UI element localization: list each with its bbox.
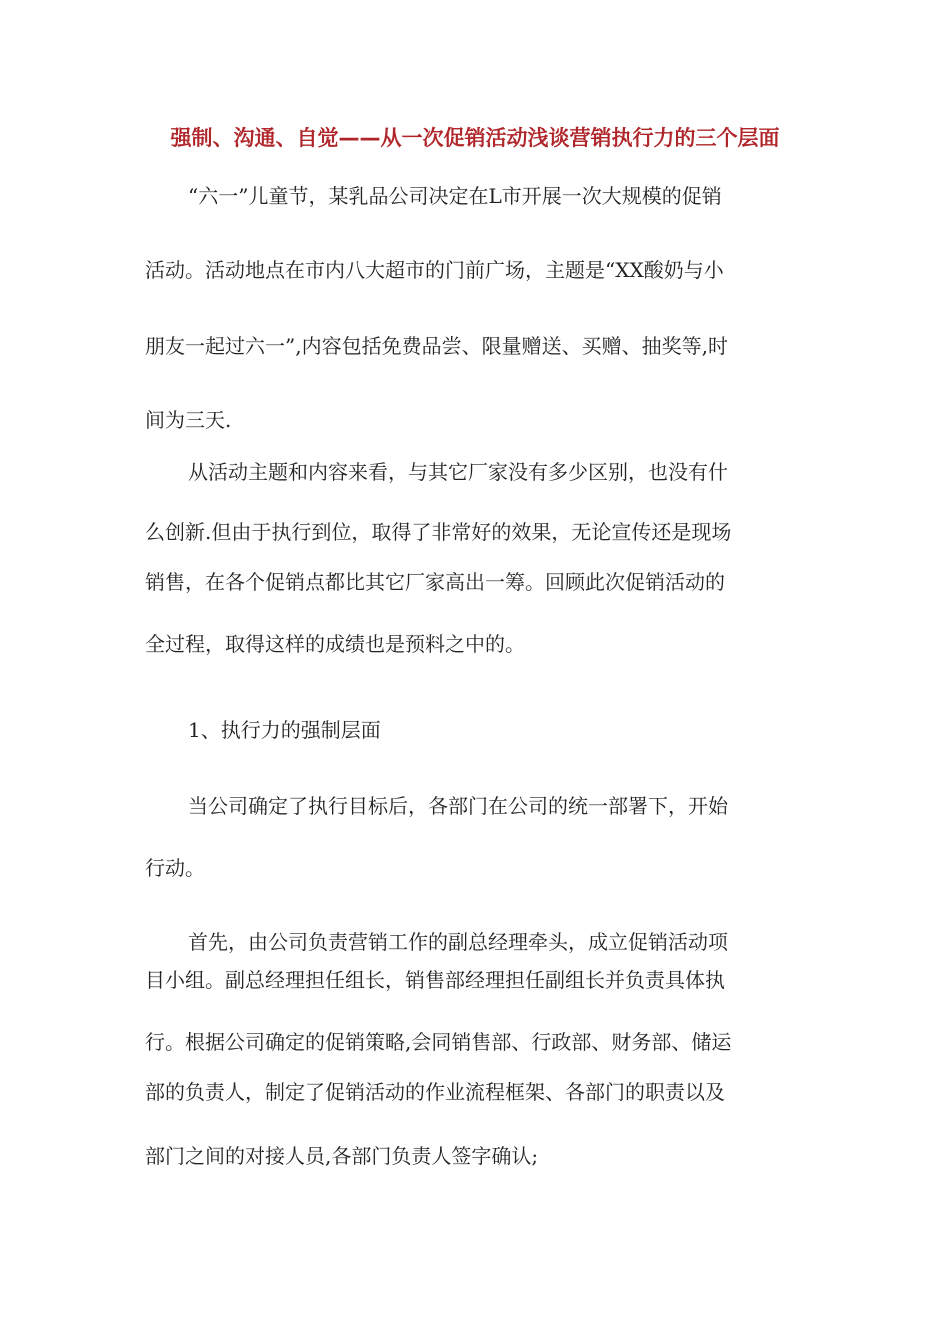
paragraph-line: 全过程，取得这样的成绩也是预料之中的。 xyxy=(145,632,525,656)
paragraph-line: 销售，在各个促销点都比其它厂家高出一筹。回顾此次促销活动的 xyxy=(145,570,725,594)
paragraph-line: 么创新.但由于执行到位，取得了非常好的效果，无论宣传还是现场 xyxy=(145,520,732,544)
paragraph-line: 朋友一起过六一”,内容包括免费品尝、限量赠送、买赠、抽奖等,时 xyxy=(145,334,728,358)
paragraph-line: 目小组。副总经理担任组长，销售部经理担任副组长并负责具体执 xyxy=(145,968,725,992)
paragraph-line: 行。根据公司确定的促销策略,会同销售部、行政部、财务部、储运 xyxy=(145,1030,732,1054)
paragraph-line: 当公司确定了执行目标后，各部门在公司的统一部署下，开始 xyxy=(188,794,728,818)
paragraph-line: 首先，由公司负责营销工作的副总经理牵头，成立促销活动项 xyxy=(188,930,728,954)
paragraph-line: 活动。活动地点在市内八大超市的门前广场，主题是“XX酸奶与小 xyxy=(145,258,724,282)
paragraph-line: 部的负责人，制定了促销活动的作业流程框架、各部门的职责以及 xyxy=(145,1080,725,1104)
paragraph-line: 从活动主题和内容来看，与其它厂家没有多少区别，也没有什 xyxy=(188,460,728,484)
section-heading: 1、执行力的强制层面 xyxy=(188,718,381,742)
paragraph-line: “六一”儿童节，某乳品公司决定在L市开展一次大规模的促销 xyxy=(188,184,722,208)
document-title: 强制、沟通、自觉——从一次促销活动浅谈营销执行力的三个层面 xyxy=(170,126,780,150)
paragraph-line: 间为三天. xyxy=(145,408,232,432)
paragraph-line: 部门之间的对接人员,各部门负责人签字确认; xyxy=(145,1144,539,1168)
paragraph-line: 行动。 xyxy=(145,856,205,880)
